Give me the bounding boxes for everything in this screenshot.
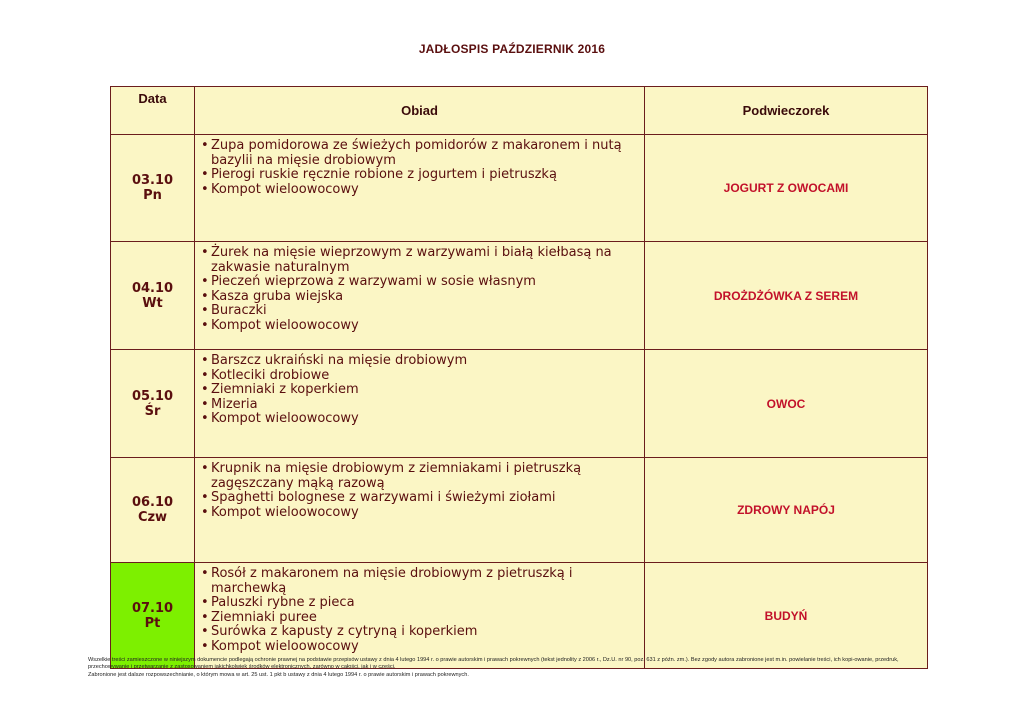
dish-item: • Surówka z kapusty z cytryną i koperkiem [201,625,640,640]
dish-item: • Paluszki rybne z pieca [201,596,640,611]
date-value: 05.10 [131,388,174,404]
date-value: 03.10 [131,173,174,188]
header-row [111,87,928,135]
table-row [111,350,928,458]
date-cell-highlighted [111,563,195,669]
dish-item: • Barszcz ukraiński na mięsie drobiowym [201,354,640,369]
copyright-line: Wszelkie treści zamieszczone w niniejszym dokumencie podlegają ochronie prawnej na podstawie przepisów ustawy z dnia 4 lutego 1994 r. o prawie autorskim i prawach pokrewnych (tekst jednolity z 2006 r., Dz.U. nr 90, poz. 631 z późn. zm.). Bez zgody autora zabronione jest m.in. powielanie treści, ich kopi-owanie, przedruk, przechowywanie i przetwarzanie z zastosowaniem jakichkolwiek środków elektronicznych, zarówno w całości, jak i w części. [88,657,899,671]
dish-list [201,246,640,334]
dish-item: • Pieczeń wieprzowa z warzywami w sosie własnym [201,275,640,290]
header-lunch: Obiad [195,87,645,135]
table-row [111,242,928,350]
header-date: Data [111,87,195,135]
dish-list [201,139,640,197]
dish-list [201,567,640,655]
table-row [111,563,928,669]
snack-cell: BUDYŃ [645,563,928,669]
date-cell [111,350,195,458]
weekday-value: Pt [144,615,161,631]
date-value: 04.10 [131,280,174,296]
page-title: JADŁOSPIS PAŹDZIERNIK 2016 [418,42,606,56]
lunch-cell [195,458,645,563]
lunch-cell [195,563,645,669]
dish-item: • Krupnik na mięsie drobiowym z ziemniakami i pietruszką zagęszczany mąką razową [201,462,640,491]
dish-item: • Kotleciki drobiowe [201,369,640,384]
dish-item: • Zupa pomidorowa ze świeżych pomidorów z makaronem i nutą bazylii na mięsie drobiowym [201,139,640,168]
menu-table [110,86,928,669]
dish-item: • Kompot wieloowocowy [201,183,640,198]
dish-item: • Kompot wieloowocowy [201,506,640,521]
dish-item: • Kompot wieloowocowy [201,640,640,655]
weekday-value: Czw [137,510,168,525]
weekday-value: Wt [142,295,163,311]
dish-item: • Kompot wieloowocowy [201,412,640,427]
table-row [111,458,928,563]
date-cell [111,135,195,242]
dish-item: • Rosół z makaronem na mięsie drobiowym z pietruszką i marchewką [201,567,640,596]
date-cell [111,458,195,563]
dish-item: • Żurek na mięsie wieprzowym z warzywami i białą kiełbasą na zakwasie naturalnym [201,246,640,275]
lunch-cell [195,242,645,350]
header-snack: Podwieczorek [645,87,928,135]
table-row [111,135,928,242]
dish-item: • Pierogi ruskie ręcznie robione z jogurtem i pietruszką [201,168,640,183]
copyright-notice [88,657,928,679]
dish-item: • Kompot wieloowocowy [201,319,640,334]
dish-item: • Ziemniaki puree [201,611,640,626]
snack-cell: ZDROWY NAPÓJ [645,458,928,563]
snack-cell: JOGURT Z OWOCAMI [645,135,928,242]
dish-item: • Buraczki [201,304,640,319]
date-value: 07.10 [131,600,174,616]
weekday-value: Śr [144,403,161,419]
copyright-line: Zabronione jest dalsze rozpowszechnianie, o którym mowa w art. 25 ust. 1 pkt b ustawy z dnia 4 lutego 1994 r. o prawie autorskim i prawach pokrewnych. [88,671,469,678]
date-cell [111,242,195,350]
weekday-value: Pn [143,188,162,203]
dish-item: • Ziemniaki z koperkiem [201,383,640,398]
lunch-cell [195,135,645,242]
dish-item: • Spaghetti bolognese z warzywami i świeżymi ziołami [201,491,640,506]
lunch-cell [195,350,645,458]
dish-item: • Kasza gruba wiejska [201,290,640,305]
snack-cell: DROŻDŻÓWKA Z SEREM [645,242,928,350]
dish-list [201,354,640,427]
snack-cell: OWOC [645,350,928,458]
dish-item: • Mizeria [201,398,640,413]
dish-list [201,462,640,520]
date-value: 06.10 [131,495,174,510]
